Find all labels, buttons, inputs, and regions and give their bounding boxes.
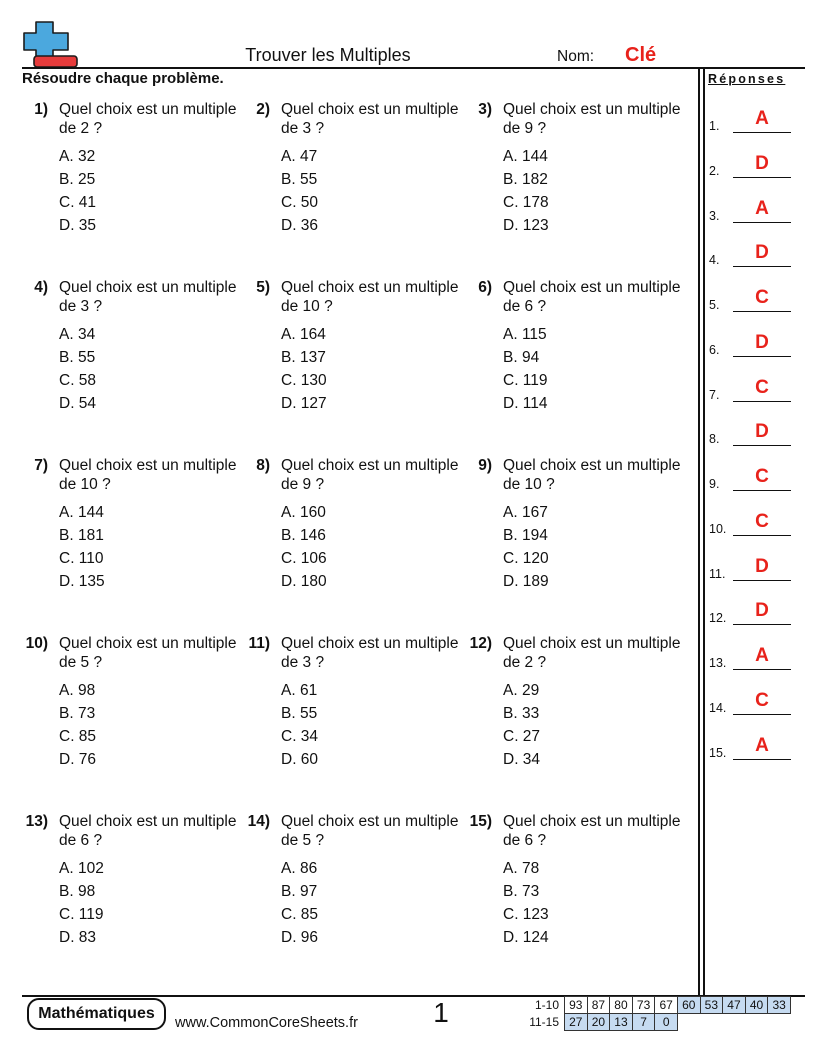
choice-a: A. 115 [503,326,547,343]
choices-list [281,679,318,771]
answer-row-2 [705,149,800,194]
answer-row-10 [705,507,800,552]
answer-row-11 [705,552,800,597]
question-text: Quel choix est un multiple de 6 ? [503,813,681,849]
choice-c: C. 34 [281,728,319,745]
answer-line [733,580,791,581]
answer-number: 12. [709,611,727,626]
choice-a: A. 160 [281,504,326,521]
website-link[interactable]: www.CommonCoreSheets.fr [175,1015,358,1031]
answers-heading: Réponses [708,72,786,86]
worksheet-title: Trouver les Multiples [245,45,411,65]
choice-d: D. 189 [503,573,549,590]
choice-b: B. 33 [503,705,540,722]
subject-badge: Mathématiques [27,998,166,1030]
choice-c: C. 119 [59,906,104,923]
answer-value: D [755,600,769,622]
page-number: 1 [433,997,449,1028]
choice-c: C. 27 [503,728,541,745]
score-row-label: 11-15 [529,1015,559,1029]
score-cell: 80 [610,997,633,1014]
problem-number: 3) [478,101,492,118]
choice-b: B. 137 [281,349,326,366]
answer-value: D [755,421,769,443]
choice-b: B. 97 [281,883,318,900]
instructions: Résoudre chaque problème. [22,70,224,87]
score-cell: 73 [632,997,655,1014]
problem-number: 9) [478,457,492,474]
problem-number: 7) [34,457,48,474]
answer-number: 10. [709,521,727,536]
problem-3 [466,100,688,260]
score-row-label: 1-10 [534,998,559,1012]
choice-d: D. 96 [281,929,319,946]
score-cell: 13 [610,1014,633,1031]
answer-value: C [755,287,769,308]
question-text: Quel choix est un multiple de 2 ? [59,101,237,137]
choice-a: A. 29 [503,682,540,699]
choice-d: D. 180 [281,573,327,590]
answer-value: C [755,510,769,532]
score-row-1-10 [525,997,790,1014]
answer-line [733,132,791,133]
choices-list [59,145,96,237]
problem-number: 4) [34,279,48,296]
answer-number: 7. [709,387,720,402]
score-table [525,996,791,1031]
choices-list [59,857,104,949]
answer-row-1 [705,104,800,149]
answer-row-14 [705,686,800,731]
answer-line [733,177,791,178]
problem-number: 6) [478,279,492,296]
question-text: Quel choix est un multiple de 10 ? [503,457,681,493]
problem-number: 12) [469,635,492,652]
choice-d: D. 123 [503,217,549,234]
problem-15 [466,812,688,972]
answer-number: 1. [709,119,720,133]
answer-number: 8. [709,432,720,447]
choice-a: A. 86 [281,860,318,877]
answer-row-12 [705,596,800,641]
name-label: Nom: [557,48,595,65]
answer-value: C [755,689,769,711]
score-cell: 47 [723,997,746,1014]
choice-b: B. 55 [281,171,318,188]
problem-number: 15) [469,813,492,830]
question-text: Quel choix est un multiple de 9 ? [503,101,681,137]
choice-d: D. 135 [59,573,105,590]
choices-list [503,501,549,593]
choice-d: D. 76 [59,751,97,768]
choice-c: C. 110 [59,550,104,567]
choice-b: B. 73 [59,705,96,722]
choice-d: D. 34 [503,751,541,768]
problem-number: 10) [25,635,48,652]
problem-number: 5) [256,279,270,296]
answer-value: C [755,376,769,398]
answer-line [733,490,791,491]
choice-b: B. 98 [59,883,96,900]
answer-number: 2. [709,163,720,178]
choice-b: B. 55 [59,349,96,366]
answer-row-8 [705,417,800,462]
score-cell: 53 [700,997,723,1014]
score-cell: 0 [655,1014,678,1031]
answer-line [733,714,791,715]
choices-list [281,501,327,593]
choices-list [503,323,548,415]
problem-5 [244,278,466,438]
question-text: Quel choix est un multiple de 3 ? [59,279,237,315]
question-text: Quel choix est un multiple de 10 ? [281,279,459,315]
choice-c: C. 58 [59,372,97,389]
choices-list [503,679,540,771]
choice-c: C. 119 [503,372,548,389]
choice-b: B. 94 [503,349,540,366]
choices-list [281,145,318,237]
answer-row-7 [705,373,800,418]
choice-a: A. 102 [59,860,104,877]
answer-number: 6. [709,342,720,357]
choice-b: B. 25 [59,171,96,188]
choice-d: D. 35 [59,217,97,234]
problem-7 [22,456,244,616]
plus-minus-logo-icon [22,20,80,70]
answer-number: 9. [709,477,720,491]
choice-c: C. 85 [59,728,97,745]
question-text: Quel choix est un multiple de 6 ? [59,813,237,849]
answer-row-4 [705,238,800,283]
answer-line [733,445,791,446]
problem-number: 8) [256,457,270,474]
answer-line [733,356,791,357]
choices-list [503,145,549,237]
problem-10 [22,634,244,794]
choice-b: B. 73 [503,883,540,900]
answer-value: A [755,645,769,666]
problem-1 [22,100,244,260]
answer-row-15 [705,731,800,776]
score-cell: 27 [565,1014,588,1031]
score-cell: 93 [565,997,588,1014]
answer-value: D [755,555,769,577]
choices-list [59,679,96,771]
score-cell: 87 [587,997,610,1014]
answer-number: 4. [709,253,720,268]
problem-12 [466,634,688,794]
question-text: Quel choix est un multiple de 3 ? [281,635,459,671]
question-text: Quel choix est un multiple de 5 ? [281,813,459,849]
choices-list [281,857,318,949]
score-cell: 7 [632,1014,655,1031]
answer-line [733,401,791,402]
answer-row-6 [705,328,800,373]
question-text: Quel choix est un multiple de 3 ? [281,101,459,137]
choice-d: D. 114 [503,395,548,412]
choice-b: B. 181 [59,527,104,544]
answer-number: 13. [709,656,727,670]
problem-9 [466,456,688,616]
answer-value: D [755,152,769,174]
choice-a: A. 144 [59,504,104,521]
choice-b: B. 194 [503,527,548,544]
problem-number: 2) [256,101,270,118]
answer-row-5 [705,283,800,328]
choice-c: C. 106 [281,550,327,567]
choice-a: A. 144 [503,148,548,165]
question-text: Quel choix est un multiple de 2 ? [503,635,681,671]
choice-b: B. 146 [281,527,326,544]
choice-c: C. 85 [281,906,319,923]
choice-c: C. 130 [281,372,327,389]
problem-number: 13) [25,813,48,830]
choice-a: A. 61 [281,682,318,699]
score-cell: 40 [745,997,768,1014]
question-text: Quel choix est un multiple de 5 ? [59,635,237,671]
answer-value: A [755,197,769,219]
problem-2 [244,100,466,260]
choice-c: C. 120 [503,550,549,567]
choice-c: C. 41 [59,194,97,211]
answer-value: D [755,331,769,353]
answer-row-9 [705,462,800,507]
answer-number: 15. [709,745,727,760]
problem-14 [244,812,466,972]
choice-b: B. 182 [503,171,548,188]
answer-line [733,266,791,267]
choice-a: A. 167 [503,504,548,521]
choice-d: D. 127 [281,395,327,412]
choices-list [59,323,96,415]
choices-list [59,501,105,593]
choice-a: A. 47 [281,148,318,165]
choice-a: A. 32 [59,148,96,165]
score-cell: 33 [768,997,791,1014]
score-cell: 67 [655,997,678,1014]
choice-d: D. 36 [281,217,319,234]
answer-value: D [755,242,769,264]
answer-number: 3. [709,208,720,223]
problem-13 [22,812,244,972]
score-cell: 60 [677,997,700,1014]
answer-key [705,104,800,775]
logo-minus-shape [34,56,77,67]
question-text: Quel choix est un multiple de 9 ? [281,457,459,493]
choices-list [503,857,549,949]
answer-line [733,669,791,670]
name-value: Clé [625,44,657,66]
answer-line [733,535,791,536]
question-text: Quel choix est un multiple de 10 ? [59,457,237,493]
answer-number: 5. [709,298,720,312]
choice-c: C. 123 [503,906,549,923]
choice-d: D. 54 [59,395,97,412]
answer-row-3 [705,194,800,239]
answer-number: 14. [709,700,727,715]
choice-a: A. 98 [59,682,96,699]
answer-number: 11. [709,566,726,581]
choice-a: A. 34 [59,326,96,343]
answer-value: A [755,108,769,129]
answer-value: C [755,466,769,487]
problem-11 [244,634,466,794]
choices-list [281,323,327,415]
problem-number: 14) [247,813,270,830]
problem-number: 11) [248,635,270,652]
choice-a: A. 78 [503,860,540,877]
answer-line [733,222,791,223]
choice-d: D. 83 [59,929,97,946]
choice-b: B. 55 [281,705,318,722]
score-cell: 20 [587,1014,610,1031]
header-divider [22,67,805,69]
choice-a: A. 164 [281,326,326,343]
problem-number: 1) [34,101,48,118]
score-row-11-15 [525,1014,790,1031]
answer-value: A [755,734,769,756]
choice-d: D. 60 [281,751,319,768]
problem-6 [466,278,688,438]
answer-line [733,311,791,312]
answer-line [733,759,791,760]
choice-c: C. 50 [281,194,319,211]
answer-line [733,624,791,625]
answer-column-divider [698,68,700,996]
answer-row-13 [705,641,800,686]
question-text: Quel choix est un multiple de 6 ? [503,279,681,315]
problem-8 [244,456,466,616]
problem-4 [22,278,244,438]
choice-c: C. 178 [503,194,549,211]
choice-d: D. 124 [503,929,549,946]
